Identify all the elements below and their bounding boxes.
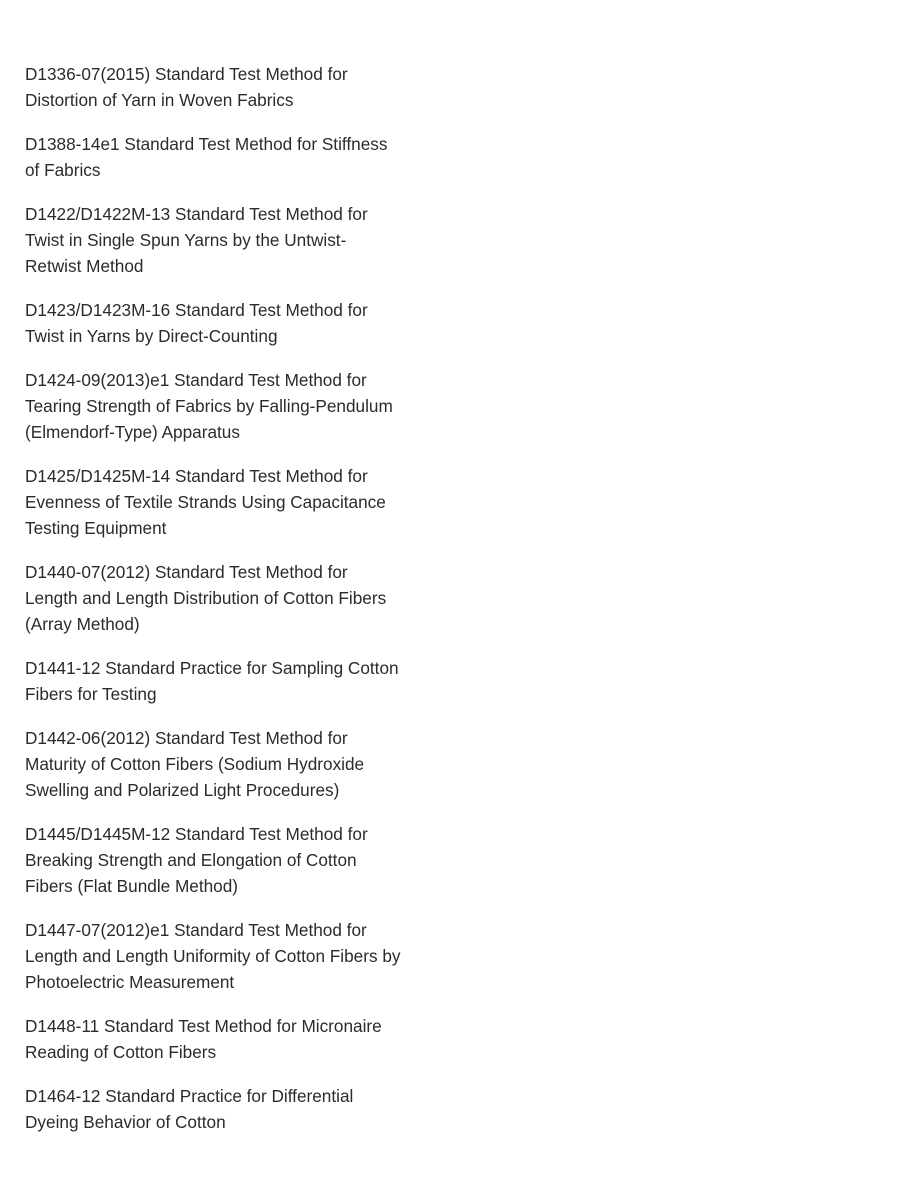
standard-entry-line: Length and Length Distribution of Cotton Fibers (25, 588, 387, 608)
standard-entry-line: Distortion of Yarn in Woven Fabrics (25, 90, 294, 110)
standard-entry-line: Length and Length Uniformity of Cotton Fibers by (25, 946, 401, 966)
standard-entry (25, 655, 425, 707)
standard-entry-line: Fibers (Flat Bundle Method) (25, 876, 239, 896)
standard-entry (25, 131, 425, 183)
standard-entry-line: Retwist Method (25, 256, 144, 276)
standard-entry-line: D1464-12 Standard Practice for Differential (25, 1086, 354, 1106)
standard-entry (25, 1083, 425, 1135)
standard-entry (25, 821, 425, 899)
standard-entry-line: Evenness of Textile Strands Using Capacitance (25, 492, 386, 512)
standard-entry-line: Maturity of Cotton Fibers (Sodium Hydroxide (25, 754, 365, 774)
standard-entry-line: (Array Method) (25, 614, 140, 634)
standard-entry-line: Swelling and Polarized Light Procedures) (25, 780, 340, 800)
standard-entry-line: Twist in Yarns by Direct-Counting (25, 326, 278, 346)
standard-entry-line: Twist in Single Spun Yarns by the Untwist- (25, 230, 347, 250)
standard-entry-line: Fibers for Testing (25, 684, 157, 704)
standard-entry-line: D1447-07(2012)e1 Standard Test Method for (25, 920, 367, 940)
standard-entry-line: D1424-09(2013)e1 Standard Test Method for (25, 370, 367, 390)
standards-list (25, 61, 425, 1153)
standard-entry (25, 559, 425, 637)
standard-entry-line: D1388-14e1 Standard Test Method for Stiffness (25, 134, 388, 154)
standard-entry (25, 367, 425, 445)
standard-entry-line: Tearing Strength of Fabrics by Falling-Pendulum (25, 396, 393, 416)
standard-entry-line: D1423/D1423M-16 Standard Test Method for (25, 300, 368, 320)
standard-entry (25, 463, 425, 541)
standard-entry-line: D1422/D1422M-13 Standard Test Method for (25, 204, 368, 224)
standard-entry (25, 61, 425, 113)
standard-entry-line: D1440-07(2012) Standard Test Method for (25, 562, 348, 582)
standard-entry (25, 725, 425, 803)
standard-entry-line: D1442-06(2012) Standard Test Method for (25, 728, 348, 748)
standard-entry-line: D1448-11 Standard Test Method for Micronaire (25, 1016, 382, 1036)
standard-entry-line: Reading of Cotton Fibers (25, 1042, 217, 1062)
standard-entry-line: D1441-12 Standard Practice for Sampling Cotton (25, 658, 399, 678)
standard-entry (25, 917, 425, 995)
standard-entry (25, 1013, 425, 1065)
standard-entry-line: (Elmendorf-Type) Apparatus (25, 422, 240, 442)
standard-entry-line: Photoelectric Measurement (25, 972, 235, 992)
standard-entry-line: Dyeing Behavior of Cotton (25, 1112, 226, 1132)
standard-entry (25, 297, 425, 349)
standard-entry-line: D1445/D1445M-12 Standard Test Method for (25, 824, 368, 844)
standard-entry-line: of Fabrics (25, 160, 101, 180)
standard-entry (25, 201, 425, 279)
standard-entry-line: D1425/D1425M-14 Standard Test Method for (25, 466, 368, 486)
standard-entry-line: D1336-07(2015) Standard Test Method for (25, 64, 348, 84)
standard-entry-line: Testing Equipment (25, 518, 167, 538)
standard-entry-line: Breaking Strength and Elongation of Cotton (25, 850, 357, 870)
